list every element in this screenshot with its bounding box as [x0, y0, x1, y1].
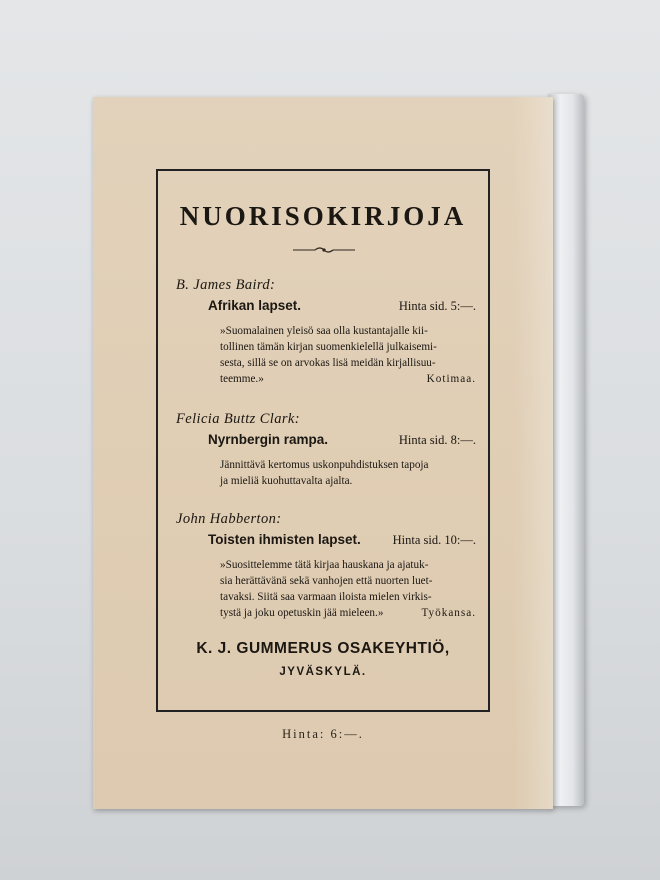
ornament-divider-icon [291, 245, 357, 255]
publisher-city: JYVÄSKYLÄ. [279, 666, 367, 678]
book-title: Afrikan lapset. [208, 298, 302, 313]
blurb-line: Jännittävä kertomus uskonpuhdistuksen tapoja [220, 459, 429, 471]
book-entry [176, 511, 476, 621]
catalog-frame [156, 169, 490, 712]
book-entry [176, 277, 476, 387]
book-price: Hinta sid. 10:—. [392, 533, 476, 547]
book-price: Hinta sid. 8:—. [398, 433, 476, 447]
blurb-line: tavaksi. Siitä saa varmaan iloista mielen virkis- [220, 591, 432, 603]
publisher-name: K. J. GUMMERUS OSAKEYHTIÖ, [196, 640, 450, 657]
blurb-tail [220, 605, 476, 621]
blurb-line: sia herättävänä sekä vanhojen että nuorten luet- [220, 575, 433, 587]
blurb-line: teemme.» [220, 373, 264, 385]
blurb-line: »Suosittelemme tätä kirjaa hauskana ja ajatuk- [220, 559, 429, 571]
blurb-line: »Suomalainen yleisö saa olla kustantajalle kii- [220, 325, 428, 337]
book-blurb [220, 557, 476, 621]
catalog-heading: NUORISOKIRJOJA [179, 201, 467, 231]
book-title: Nyrnbergin rampa. [208, 432, 329, 447]
book-back-cover [93, 97, 553, 809]
book-blurb [220, 457, 476, 489]
blurb-line: ja mieliä kuohuttavalta ajalta. [220, 475, 353, 487]
book-price: Hinta sid. 5:—. [398, 299, 476, 313]
review-source: Kotimaa. [426, 373, 476, 385]
book-blurb [220, 323, 476, 387]
author-name: Felicia Buttz Clark: [176, 411, 300, 427]
review-source: Työkansa. [421, 607, 476, 619]
author-name: John Habberton: [176, 511, 282, 527]
author-name: B. James Baird: [176, 277, 276, 293]
book-title: Toisten ihmisten lapset. [208, 532, 361, 547]
blurb-line: tystä ja joku opetuskin jää mieleen.» [220, 607, 384, 619]
blurb-line: sesta, sillä se on arvokas lisä meidän kirjallisuu- [220, 357, 436, 369]
book-spine [548, 94, 584, 806]
cover-price: Hinta: 6:—. [282, 727, 364, 741]
blurb-tail [220, 371, 476, 387]
blurb-line: tollinen tämän kirjan suomenkielellä julkaisemi- [220, 341, 437, 353]
book-entry [176, 411, 476, 489]
